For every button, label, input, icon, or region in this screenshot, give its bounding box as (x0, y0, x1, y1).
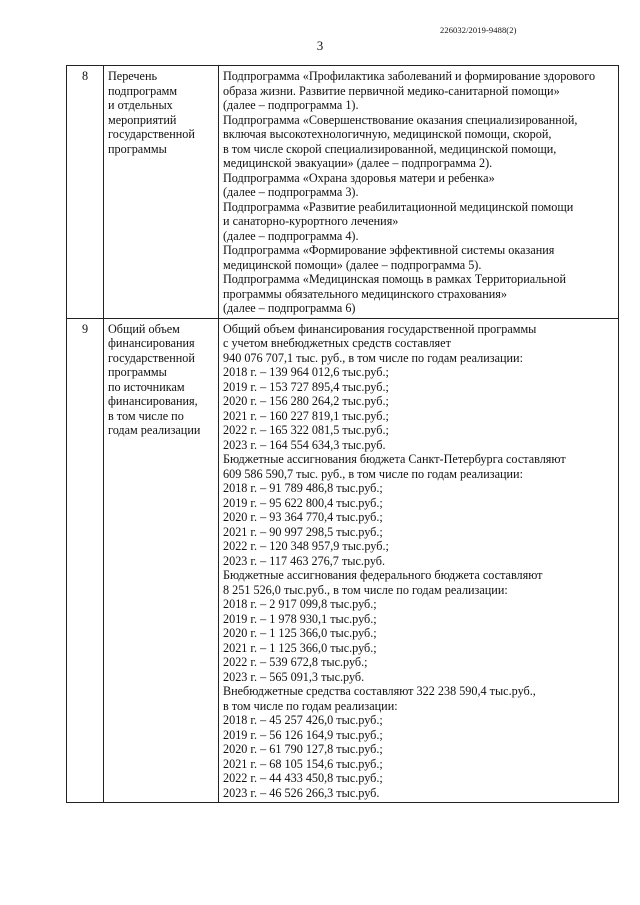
content-line: 2021 г. – 90 997 298,5 тыс.руб.; (223, 524, 383, 539)
content-line: 2019 г. – 56 126 164,9 тыс.руб.; (223, 727, 383, 742)
label-line: по источникам (108, 379, 185, 394)
label-line: программы (108, 365, 167, 379)
content-line: 2018 г. – 139 964 012,6 тыс.руб.; (223, 365, 389, 379)
document-code: 226032/2019-9488(2) (440, 25, 517, 35)
content-line: Подпрограмма «Формирование эффективной системы оказания (223, 243, 555, 257)
page-number: 3 (316, 38, 324, 53)
content-line: 2020 г. – 156 280 264,2 тыс.руб.; (223, 394, 389, 408)
row-number: 9 (67, 318, 104, 803)
content-line: 2019 г. – 1 978 930,1 тыс.руб.; (223, 611, 377, 626)
table-row (67, 66, 619, 319)
content-line: 2019 г. – 95 622 800,4 тыс.руб.; (223, 495, 383, 510)
label-line: мероприятий (108, 112, 177, 127)
content-line: программы обязательного медицинского страхования» (223, 286, 507, 301)
content-line: (далее – подпрограмма 6) (223, 301, 356, 315)
content-line: 2021 г. – 68 105 154,6 тыс.руб.; (223, 756, 383, 771)
content-line: Подпрограмма «Медицинская помощь в рамках Территориальной (223, 272, 567, 286)
label-line: финансирования (108, 336, 195, 350)
content-line: 2020 г. – 1 125 366,0 тыс.руб.; (223, 626, 377, 640)
content-line: с учетом внебюджетных средств составляет (223, 336, 451, 350)
content-line: 2023 г. – 46 526 266,3 тыс.руб. (223, 785, 380, 800)
content-line: 2021 г. – 160 227 819,1 тыс.руб.; (223, 408, 389, 423)
content-line: Внебюджетные средства составляют 322 238 590,4 тыс.руб., (223, 684, 536, 698)
table-row (67, 318, 619, 803)
content-line: 2018 г. – 45 257 426,0 тыс.руб.; (223, 713, 383, 727)
content-line: 2018 г. – 2 917 099,8 тыс.руб.; (223, 597, 377, 611)
content-line: (далее – подпрограмма 3). (223, 185, 359, 199)
content-line: 2023 г. – 117 463 276,7 тыс.руб. (223, 553, 386, 568)
content-line: (далее – подпрограмма 4). (223, 228, 359, 243)
content-line: 2022 г. – 165 322 081,5 тыс.руб.; (223, 423, 389, 437)
content-line: Бюджетные ассигнования федерального бюджета составляют (223, 568, 543, 582)
content-line: Бюджетные ассигнования бюджета Санкт-Петербурга составляют (223, 452, 566, 466)
label-line: программы (108, 141, 167, 156)
content-line: и санаторно-курортного лечения» (223, 214, 399, 228)
label-line: государственной (108, 350, 195, 365)
row-label (104, 318, 219, 803)
content-line: 2022 г. – 539 672,8 тыс.руб.; (223, 655, 368, 669)
content-line: 2019 г. – 153 727 895,4 тыс.руб.; (223, 379, 389, 394)
label-line: в том числе по (108, 408, 184, 423)
content-line: 2022 г. – 120 348 957,9 тыс.руб.; (223, 539, 389, 553)
content-line: образа жизни. Развитие первичной медико-санитарной помощи» (223, 83, 560, 98)
content-line: 2023 г. – 164 554 634,3 тыс.руб. (223, 437, 386, 452)
label-line: финансирования, (108, 394, 198, 408)
content-line: медицинской помощи» (далее – подпрограмма 5). (223, 257, 482, 272)
table-body (67, 66, 619, 803)
content-line: Общий объем финансирования государственной программы (223, 321, 537, 336)
row-label (104, 66, 219, 319)
row-content (219, 66, 619, 319)
content-line: в том числе по годам реализации: (223, 698, 398, 713)
content-line: 940 076 707,1 тыс. руб., в том числе по годам реализации: (223, 350, 523, 365)
content-line: (далее – подпрограмма 1). (223, 98, 359, 112)
row-number: 8 (67, 66, 104, 319)
content-line: Подпрограмма «Развитие реабилитационной медицинской помощи (223, 199, 574, 214)
program-passport-table (66, 65, 619, 803)
content-line: 2021 г. – 1 125 366,0 тыс.руб.; (223, 640, 377, 655)
label-line: Общий объем (108, 321, 180, 336)
content-line: 2022 г. – 44 433 450,8 тыс.руб.; (223, 771, 383, 785)
content-line: 2023 г. – 565 091,3 тыс.руб. (223, 669, 365, 684)
label-line: годам реализации (108, 423, 201, 437)
label-line: подпрограмм (108, 83, 178, 98)
content-line: Подпрограмма «Совершенствование оказания специализированной, (223, 112, 578, 127)
row-content (219, 318, 619, 803)
content-line: 8 251 526,0 тыс.руб., в том числе по годам реализации: (223, 582, 508, 597)
label-line: и отдельных (108, 98, 173, 112)
label-line: государственной (108, 127, 195, 141)
content-line: 2018 г. – 91 789 486,8 тыс.руб.; (223, 481, 383, 495)
content-line: 609 586 590,7 тыс. руб., в том числе по годам реализации: (223, 466, 523, 481)
label-line: Перечень (108, 69, 158, 83)
content-line: включая высокотехнологичную, медицинской помощи, скорой, (223, 127, 552, 141)
content-line: Подпрограмма «Профилактика заболеваний и формирование здорового (223, 69, 596, 83)
content-line: медицинской эвакуации» (далее – подпрограмма 2). (223, 156, 493, 170)
content-line: Подпрограмма «Охрана здоровья матери и ребенка» (223, 170, 495, 185)
content-line: 2020 г. – 93 364 770,4 тыс.руб.; (223, 510, 383, 524)
content-line: в том числе скорой специализированной, медицинской помощи, (223, 141, 557, 156)
content-line: 2020 г. – 61 790 127,8 тыс.руб.; (223, 742, 383, 756)
